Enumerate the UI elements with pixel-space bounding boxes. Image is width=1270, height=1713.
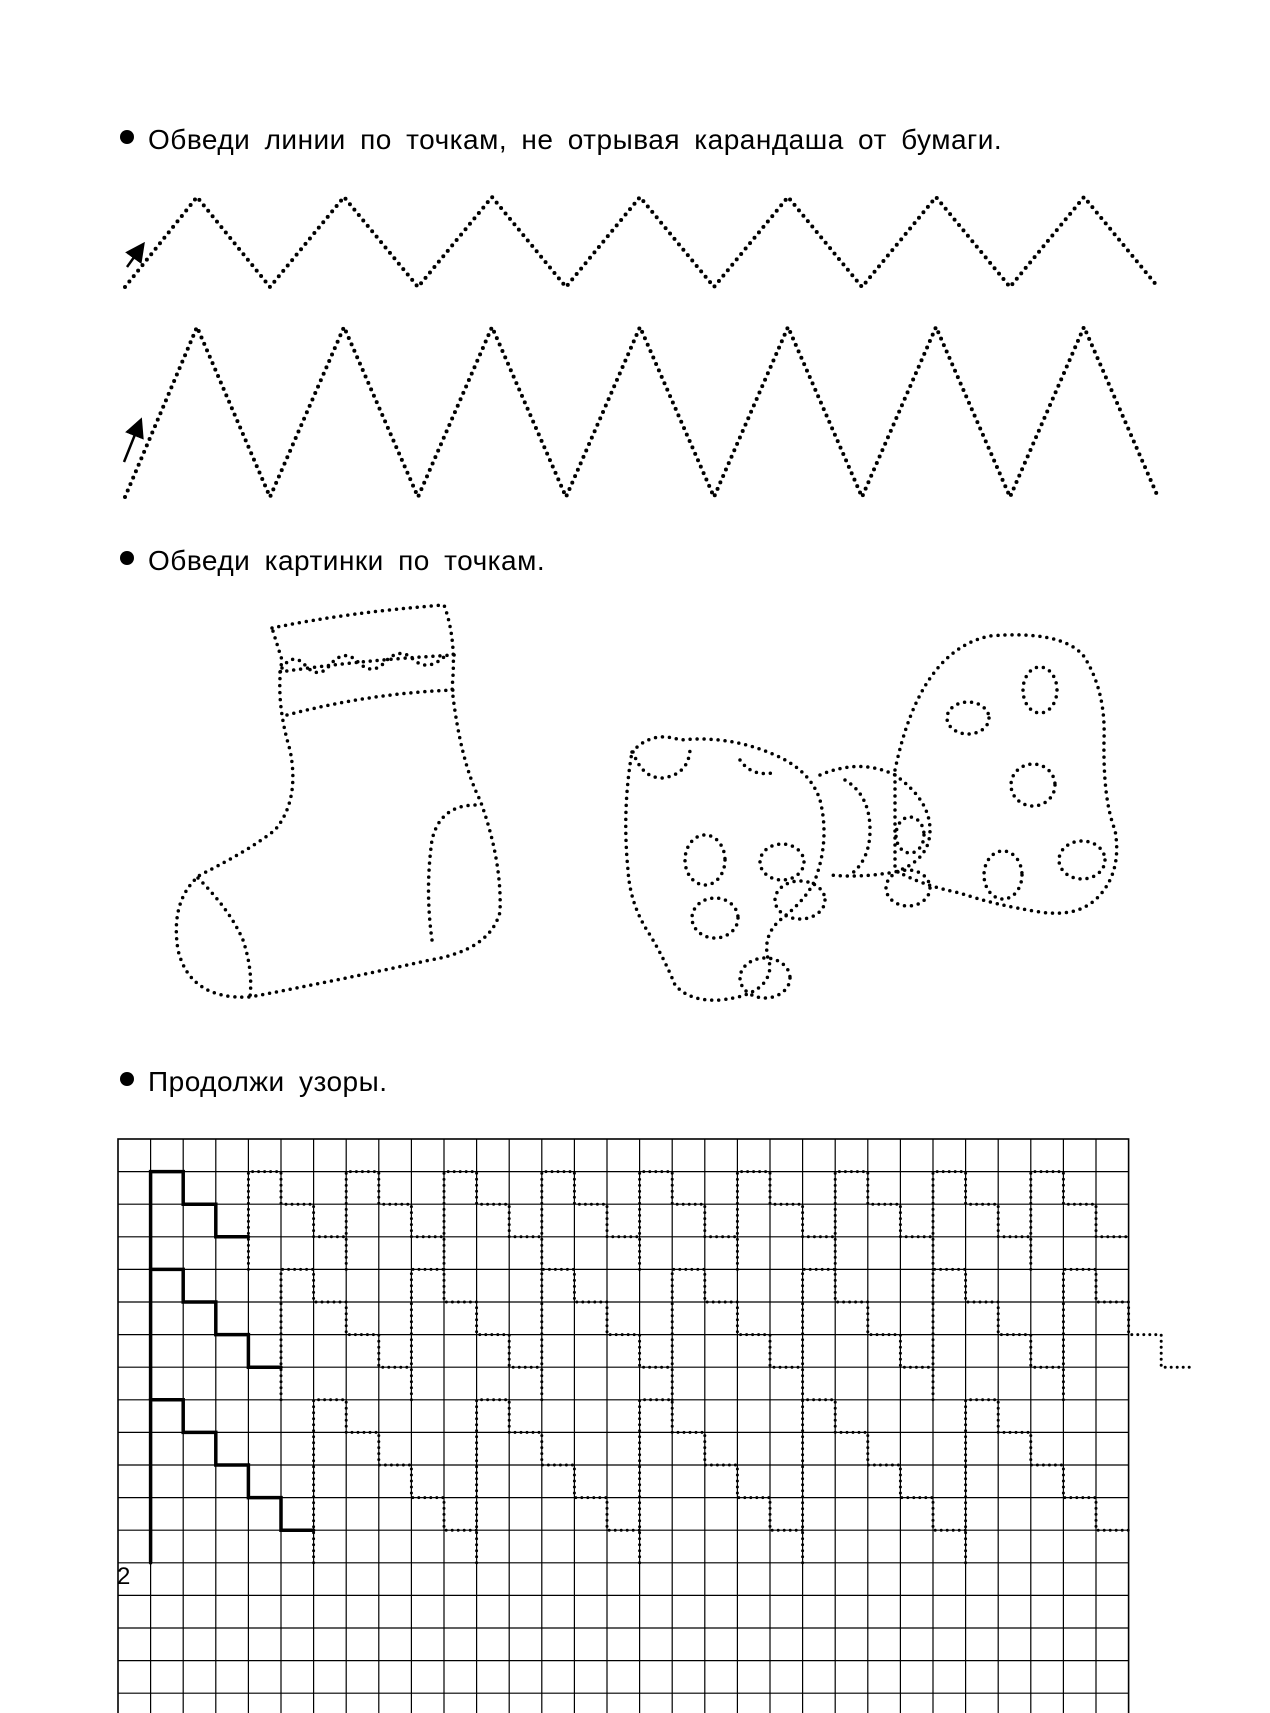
pattern-sample	[151, 1400, 314, 1563]
pattern-dotted	[933, 1172, 1031, 1270]
pattern-dotted	[835, 1172, 933, 1270]
pattern-dotted	[248, 1172, 346, 1270]
pattern-dotted	[346, 1172, 444, 1270]
task-text: Обведи картинки по точкам.	[148, 545, 546, 576]
pattern-dotted	[737, 1172, 835, 1270]
pattern-sample	[151, 1172, 249, 1270]
pattern-dotted	[640, 1400, 803, 1563]
pattern-dotted	[803, 1400, 966, 1563]
candy-picture	[626, 635, 1117, 1000]
sock-picture	[176, 605, 500, 997]
pattern-dotted	[314, 1400, 477, 1563]
grid-border	[118, 1139, 1129, 1713]
grid-lines	[118, 1139, 1129, 1713]
pattern-dotted	[477, 1400, 640, 1563]
task-text: Продолжи узоры.	[148, 1066, 388, 1097]
task-text: Обведи линии по точкам, не отрывая карандаша от бумаги.	[148, 124, 1003, 155]
zigzag-tall	[125, 327, 1158, 497]
page-number: 2	[117, 1563, 131, 1590]
pattern-grid	[118, 1139, 1194, 1713]
pattern-dotted	[640, 1172, 738, 1270]
pattern-dotted	[542, 1172, 640, 1270]
zigzag-small	[125, 197, 1158, 287]
arrow-icon	[124, 422, 140, 462]
pattern-dotted	[1031, 1172, 1129, 1270]
pattern-dotted	[444, 1172, 542, 1270]
arrow-icon	[127, 246, 142, 267]
pattern-dotted	[966, 1400, 1129, 1563]
